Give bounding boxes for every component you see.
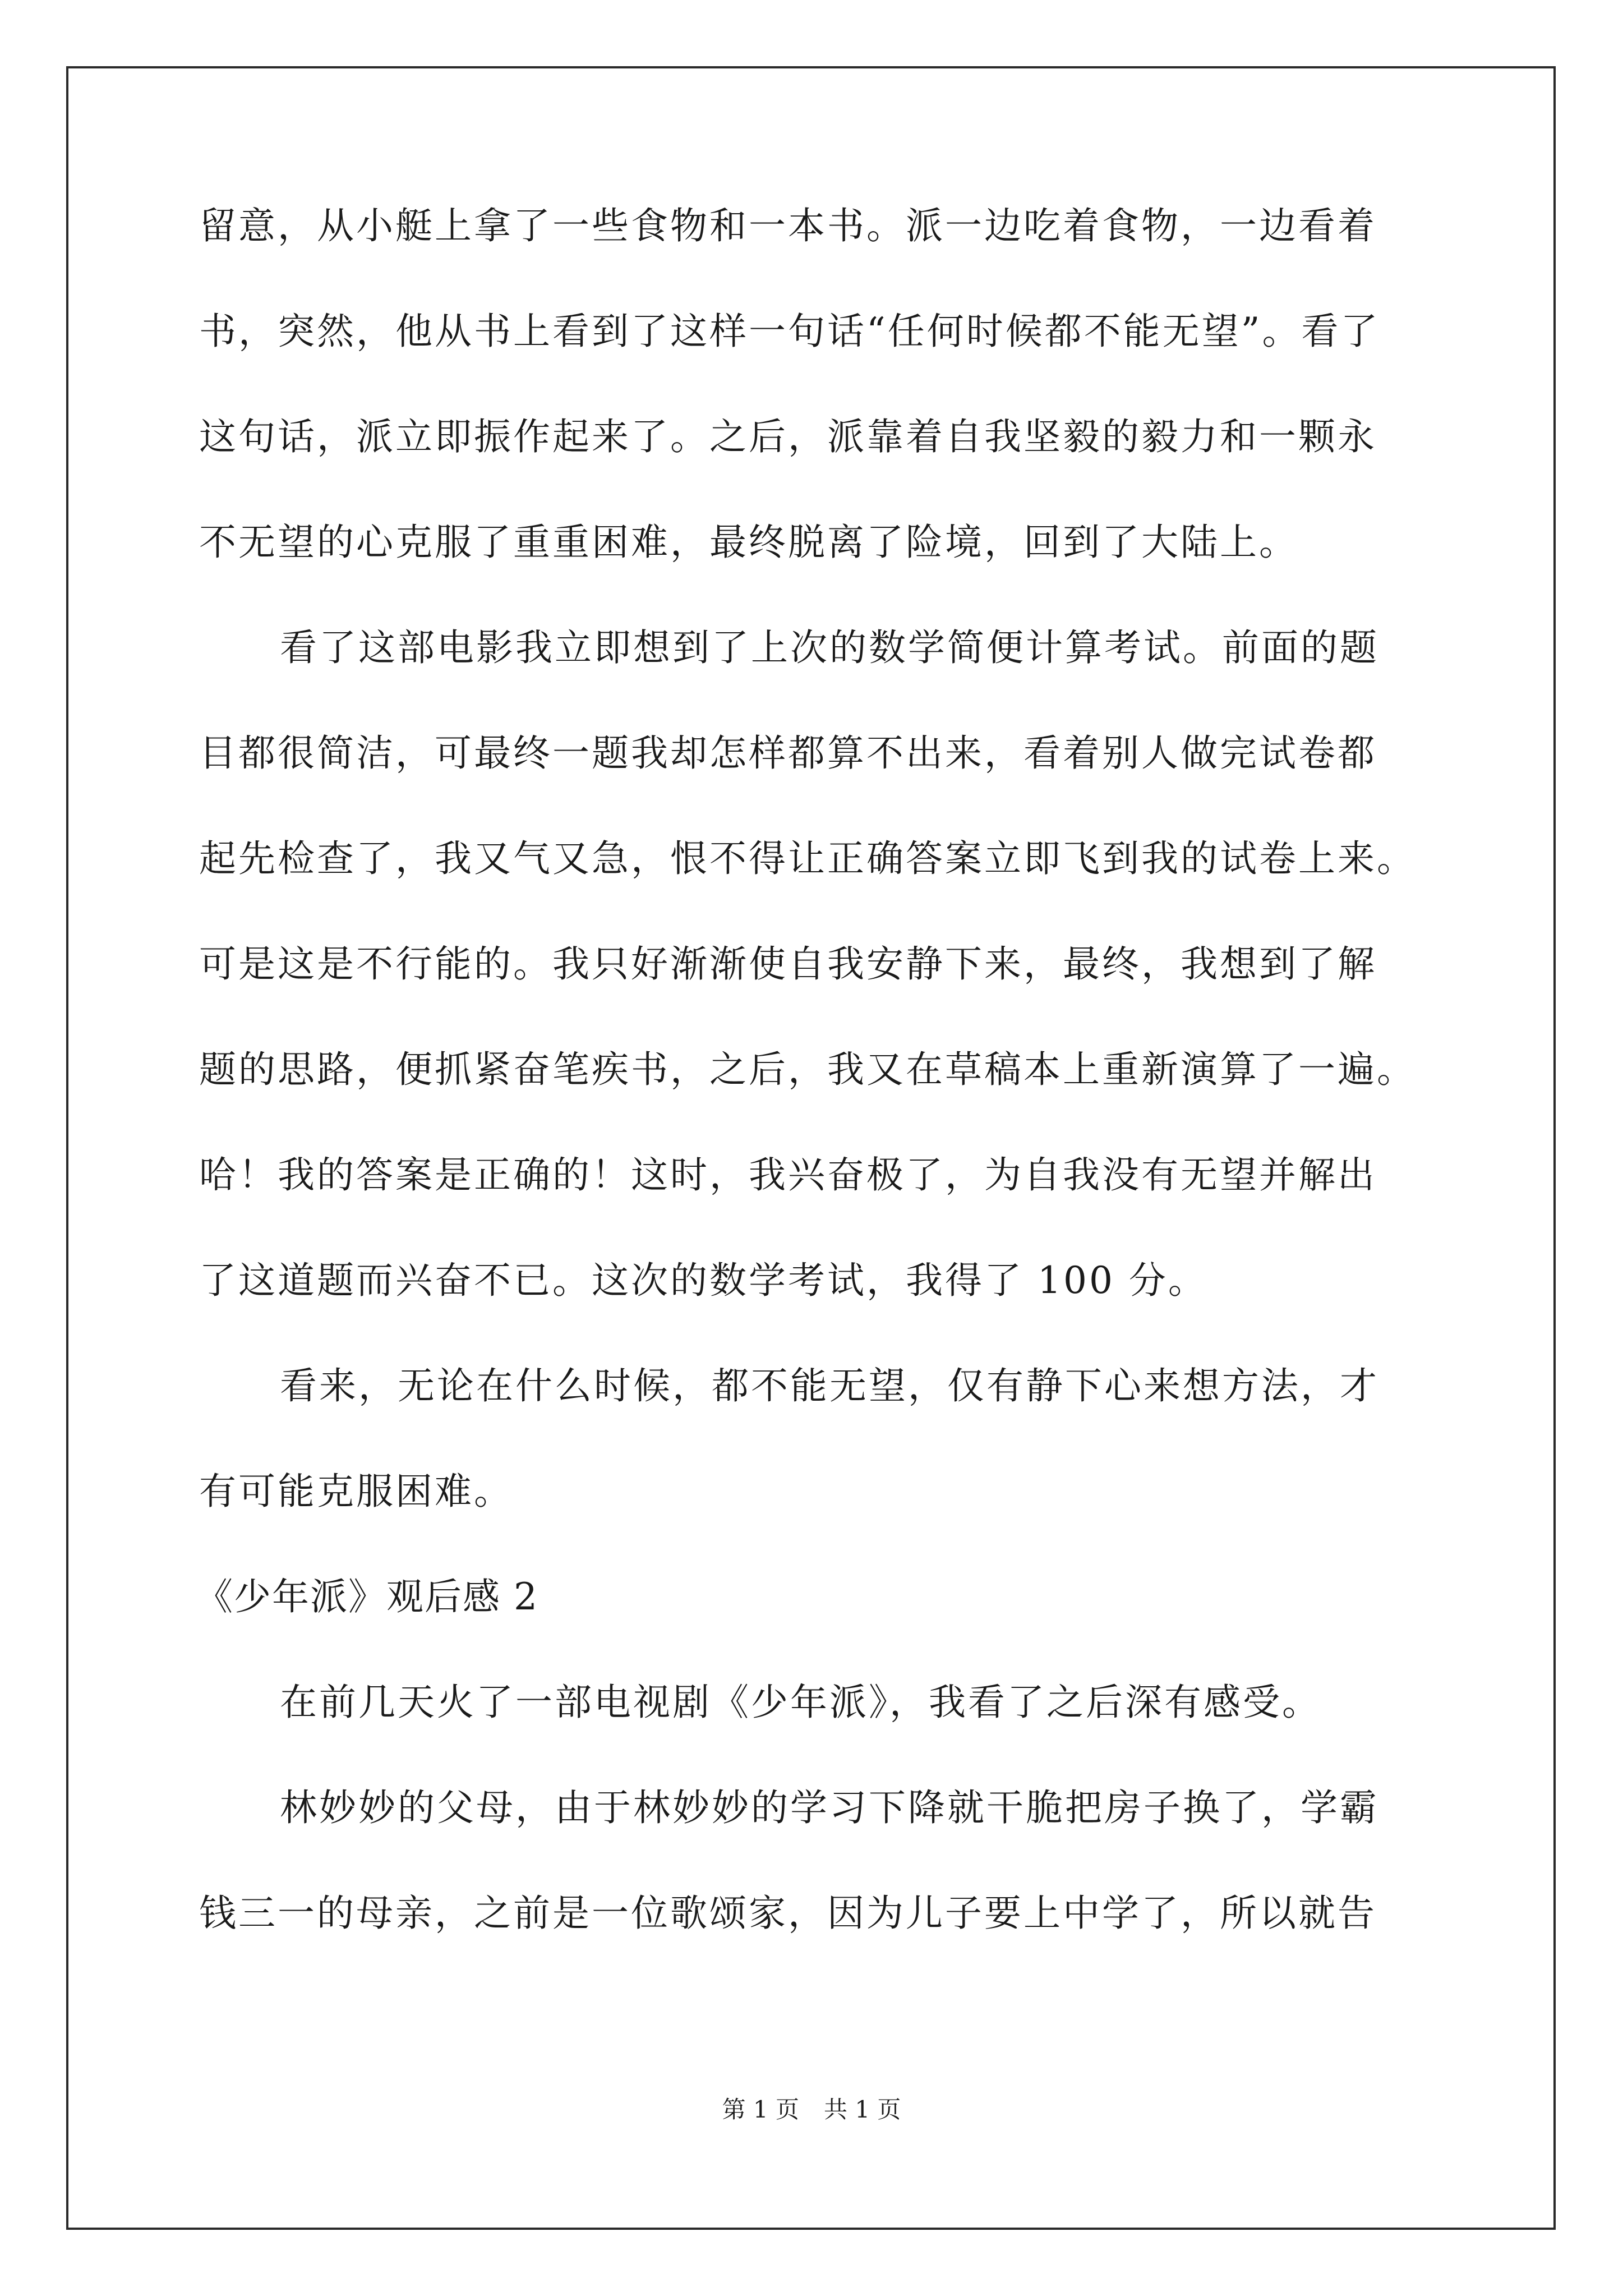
text-line: 可是这是不行能的。我只好渐渐使自我安静下来，最终，我想到了解 — [199, 942, 1377, 986]
text-line: 书，突然，他从书上看到了这样一句话“任何时候都不能无望”。看了 — [199, 310, 1380, 353]
text-line: 不无望的心克服了重重困难，最终脱离了险境，回到了大陆上。 — [199, 521, 1298, 564]
text-line: 这句话，派立即振作起来了。之后，派靠着自我坚毅的毅力和一颗永 — [199, 415, 1377, 458]
text-line: 目都很简洁，可最终一题我却怎样都算不出来，看着别人做完试卷都 — [199, 731, 1377, 775]
text-line: 有可能克服困难。 — [199, 1470, 513, 1513]
paragraph-start-line: 在前几天火了一部电视剧《少年派》，我看了之后深有感受。 — [280, 1681, 1321, 1724]
paragraph-start-line: 看来，无论在什么时候，都不能无望，仅有静下心来想方法，才 — [280, 1364, 1379, 1407]
text-line: 留意，从小艇上拿了一些食物和一本书。派一边吃着食物，一边看着 — [199, 204, 1377, 247]
section-heading: 《少年派》观后感 2 — [196, 1575, 538, 1618]
text-line: 题的思路，便抓紧奋笔疾书，之后，我又在草稿本上重新演算了一遍。 — [199, 1048, 1416, 1091]
text-line: 哈！我的答案是正确的！这时，我兴奋极了，为自我没有无望并解出 — [199, 1153, 1377, 1197]
page-number: 第 1 页 — [722, 2096, 799, 2123]
total-pages: 共 1 页 — [824, 2096, 901, 2123]
paragraph-start-line: 看了这部电影我立即想到了上次的数学简便计算考试。前面的题 — [280, 626, 1379, 669]
text-line: 起先检查了，我又气又急，恨不得让正确答案立即飞到我的试卷上来。 — [199, 837, 1416, 880]
paragraph-start-line: 林妙妙的父母，由于林妙妙的学习下降就干脆把房子换了，学霸 — [280, 1786, 1379, 1829]
page-footer — [0, 2098, 1623, 2122]
text-line: 了这道题而兴奋不已。这次的数学考试，我得了 100 分。 — [199, 1259, 1207, 1302]
document-body — [196, 204, 1427, 2000]
text-line: 钱三一的母亲，之前是一位歌颂家，因为儿子要上中学了，所以就告 — [199, 1892, 1377, 1935]
